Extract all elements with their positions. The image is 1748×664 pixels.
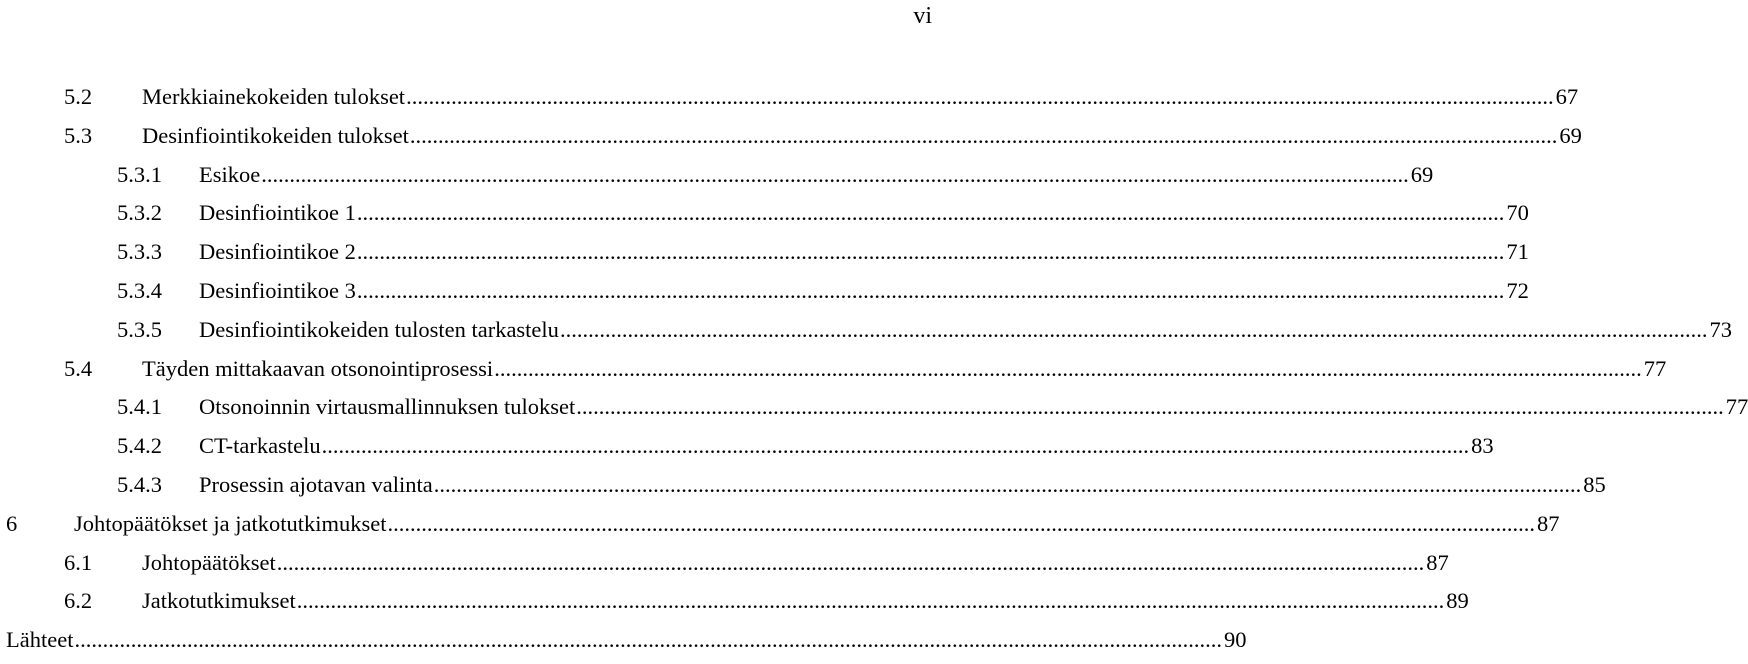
toc-dot-leader: ............................................................................................................................................................................................................ (559, 316, 1708, 342)
table-of-contents (0, 82, 1748, 664)
toc-entry-title: Täyden mittakaavan otsonointiprosessi (142, 355, 494, 381)
toc-dot-leader: ............................................................................................................................................................................................................ (406, 84, 1554, 109)
toc-entry-page: 67 (1555, 84, 1579, 109)
toc-entry-number: 5.4.1 (117, 394, 162, 420)
toc-dot-leader: ............................................................................................................................................................................................................ (409, 122, 1558, 148)
toc-dot-leader: ............................................................................................................................................................................................................ (261, 161, 1409, 187)
toc-entry-number: 5.3.4 (117, 277, 162, 303)
toc-entry-number: 5.3.5 (117, 316, 162, 342)
toc-entry-line (199, 198, 1529, 228)
toc-entry-5-2[interactable] (0, 82, 1579, 121)
toc-entry-line (142, 548, 1449, 578)
toc-entry-page: 70 (1506, 200, 1529, 226)
toc-entry-lahteet[interactable] (0, 625, 1247, 664)
toc-entry-number: 5.4.2 (117, 433, 162, 459)
toc-entry-number: 6.2 (64, 588, 93, 614)
toc-entry-5-3-1[interactable] (0, 160, 1434, 199)
toc-entry-page: 90 (1223, 627, 1247, 653)
toc-entry-number: 6 (6, 510, 18, 536)
toc-entry-line (199, 315, 1732, 345)
toc-entry-5-3-3[interactable] (0, 237, 1529, 276)
toc-entry-number: 5.4.3 (117, 471, 162, 497)
toc-dot-leader: ............................................................................................................................................................................................................ (276, 549, 1425, 575)
toc-entry-page: 87 (1426, 549, 1449, 575)
toc-entry-number: 5.3.3 (117, 239, 162, 265)
toc-dot-leader: ............................................................................................................................................................................................................ (356, 277, 1505, 303)
toc-entry-5-3-2[interactable] (0, 198, 1529, 237)
toc-entry-page: 87 (1536, 510, 1560, 536)
toc-entry-page: 77 (1725, 394, 1748, 420)
toc-entry-page: 85 (1583, 471, 1606, 497)
toc-entry-5-4-3[interactable] (0, 470, 1606, 509)
toc-dot-leader: ............................................................................................................................................................................................................ (433, 471, 1582, 497)
toc-entry-title: Otsonoinnin virtausmallinnuksen tulokset (199, 394, 576, 420)
toc-dot-leader: ............................................................................................................................................................................................................ (356, 200, 1505, 226)
toc-entry-title: Merkkiainekokeiden tulokset (142, 84, 406, 109)
toc-dot-leader: ............................................................................................................................................................................................................ (494, 355, 1642, 381)
toc-entry-title: Prosessin ajotavan valinta (199, 471, 433, 497)
toc-entry-number: 5.3 (64, 122, 93, 148)
toc-entry-number: 5.3.2 (117, 200, 162, 226)
toc-entry-line (6, 625, 1247, 655)
toc-entry-line (142, 354, 1667, 384)
toc-entry-title: Lähteet (6, 627, 74, 653)
toc-entry-line (199, 392, 1748, 422)
toc-entry-number: 6.1 (64, 549, 93, 575)
toc-entry-5-3[interactable] (0, 121, 1582, 160)
toc-entry-line (199, 237, 1529, 267)
toc-entry-title: Desinfiointikokeiden tulokset (142, 122, 409, 148)
toc-dot-leader: ............................................................................................................................................................................................................ (356, 239, 1505, 265)
toc-entry-5-3-4[interactable] (0, 276, 1529, 315)
toc-entry-page: 71 (1506, 239, 1529, 265)
toc-dot-leader: ............................................................................................................................................................................................................ (296, 588, 1445, 614)
toc-entry-line (142, 82, 1579, 112)
toc-entry-page: 77 (1643, 355, 1667, 381)
toc-dot-leader: ............................................................................................................................................................................................................ (576, 394, 1724, 420)
toc-entry-line (199, 431, 1494, 461)
toc-dot-leader: ............................................................................................................................................................................................................ (321, 433, 1470, 459)
toc-entry-6-1[interactable] (0, 548, 1449, 587)
toc-entry-title: Johtopäätökset ja jatkotutkimukset (74, 510, 387, 536)
toc-entry-title: Desinfiointikokeiden tulosten tarkastelu (199, 316, 559, 342)
toc-entry-6-2[interactable] (0, 586, 1469, 625)
page-number: vi (913, 3, 932, 29)
toc-entry-title: Desinfiointikoe 1 (199, 200, 356, 226)
toc-entry-number: 5.4 (64, 355, 93, 381)
toc-entry-5-4[interactable] (0, 354, 1667, 393)
toc-entry-line (142, 121, 1582, 151)
toc-entry-line (199, 276, 1529, 306)
toc-entry-line (199, 470, 1606, 500)
toc-entry-5-3-5[interactable] (0, 315, 1732, 354)
toc-entry-title: Desinfiointikoe 2 (199, 239, 356, 265)
toc-entry-page: 89 (1446, 588, 1469, 614)
toc-entry-title: Esikoe (199, 161, 261, 187)
toc-dot-leader: ............................................................................................................................................................................................................ (74, 627, 1222, 653)
toc-entry-title: Jatkotutkimukset (142, 588, 296, 614)
toc-entry-line (142, 586, 1469, 616)
toc-entry-line (199, 160, 1434, 190)
toc-entry-5-4-1[interactable] (0, 392, 1748, 431)
toc-entry-title: Desinfiointikoe 3 (199, 277, 356, 303)
toc-entry-5-4-2[interactable] (0, 431, 1494, 470)
toc-entry-number: 5.2 (64, 84, 93, 109)
toc-entry-title: CT-tarkastelu (199, 433, 321, 459)
toc-dot-leader: ............................................................................................................................................................................................................ (387, 510, 1535, 536)
toc-entry-page: 73 (1709, 316, 1732, 342)
toc-entry-6[interactable] (0, 509, 1560, 548)
toc-entry-line (74, 509, 1560, 539)
toc-entry-page: 69 (1559, 122, 1582, 148)
toc-entry-page: 83 (1471, 433, 1494, 459)
toc-entry-number: 5.3.1 (117, 161, 162, 187)
toc-entry-page: 69 (1410, 161, 1434, 187)
toc-entry-title: Johtopäätökset (142, 549, 276, 575)
toc-entry-page: 72 (1506, 277, 1529, 303)
